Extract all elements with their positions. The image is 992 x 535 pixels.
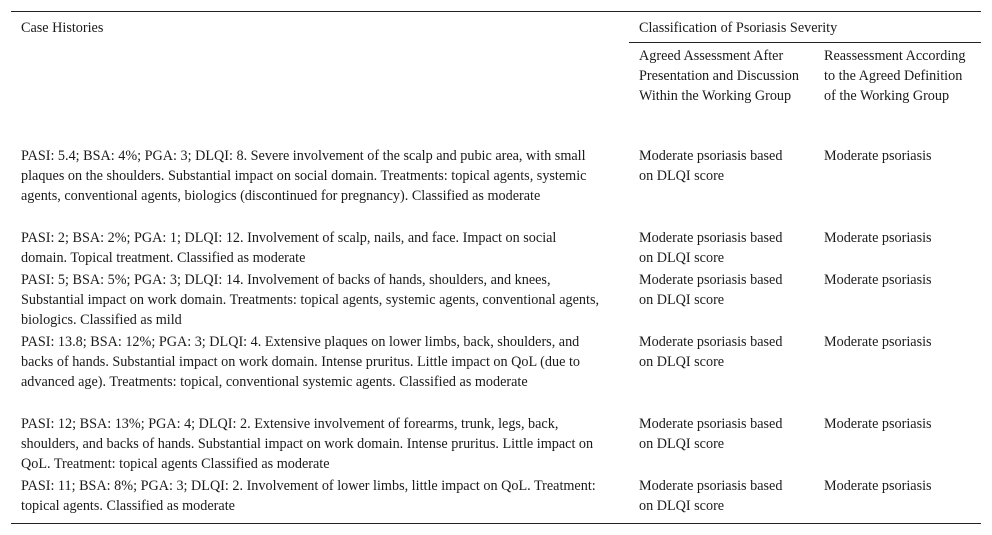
psoriasis-table bbox=[11, 11, 981, 524]
agreed-assessment-cell: Moderate psoriasis based on DLQI score bbox=[639, 148, 783, 184]
agreed-assessment-cell: Moderate psoriasis based on DLQI score bbox=[639, 478, 783, 514]
reassessment-cell: Moderate psoriasis bbox=[824, 334, 932, 350]
case-history-cell: PASI: 2; BSA: 2%; PGA: 1; DLQI: 12. Involvement of scalp, nails, and face. Impact on social domain. Topical treatment. Classified as moderate bbox=[21, 230, 557, 266]
header-agreed-assessment: Agreed Assessment After Presentation and Discussion Within the Working Group bbox=[639, 48, 799, 104]
agreed-assessment-cell: Moderate psoriasis based on DLQI score bbox=[639, 334, 783, 370]
header-divider bbox=[629, 42, 981, 43]
case-history-cell: PASI: 5; BSA: 5%; PGA: 3; DLQI: 14. Involvement of backs of hands, shoulders, and knees, Substantial impact on work domain. Treatments: topical agents, systemic agents, conventional agents, biologics. Classified as mild bbox=[21, 272, 600, 328]
agreed-assessment-cell: Moderate psoriasis based on DLQI score bbox=[639, 230, 783, 266]
case-history-cell: PASI: 11; BSA: 8%; PGA: 3; DLQI: 2. Involvement of lower limbs, little impact on QoL. Treatment: topical agents. Classified as moderate bbox=[21, 478, 596, 514]
header-reassessment: Reassessment According to the Agreed Definition of the Working Group bbox=[824, 48, 966, 104]
case-history-cell: PASI: 13.8; BSA: 12%; PGA: 3; DLQI: 4. Extensive plaques on lower limbs, back, shoulders, and backs of hands. Substantial impact on work domain. Intense pruritus. Little impact on QoL (due to advanced age). Treatments: topical, conventional systemic agents. Classified as moderate bbox=[21, 334, 580, 390]
reassessment-cell: Moderate psoriasis bbox=[824, 416, 932, 432]
header-classification: Classification of Psoriasis Severity bbox=[639, 20, 838, 36]
reassessment-cell: Moderate psoriasis bbox=[824, 272, 932, 288]
case-history-cell: PASI: 5.4; BSA: 4%; PGA: 3; DLQI: 8. Severe involvement of the scalp and pubic area, with small plaques on the shoulders. Substantial impact on social domain. Treatments: topical agents, systemic agents, conventional agents, biologics (discontinued for pregnancy). Classified as moderate bbox=[21, 148, 587, 204]
agreed-assessment-cell: Moderate psoriasis based on DLQI score bbox=[639, 416, 783, 452]
reassessment-cell: Moderate psoriasis bbox=[824, 230, 932, 246]
reassessment-cell: Moderate psoriasis bbox=[824, 148, 932, 164]
agreed-assessment-cell: Moderate psoriasis based on DLQI score bbox=[639, 272, 783, 308]
reassessment-cell: Moderate psoriasis bbox=[824, 478, 932, 494]
case-history-cell: PASI: 12; BSA: 13%; PGA: 4; DLQI: 2. Extensive involvement of forearms, trunk, legs, back, shoulders, and backs of hands. Substantial impact on work domain. Intense pruritus. Little impact on QoL. Treatment: topical agents Classified as moderate bbox=[21, 416, 594, 472]
header-case-histories: Case Histories bbox=[21, 20, 104, 36]
